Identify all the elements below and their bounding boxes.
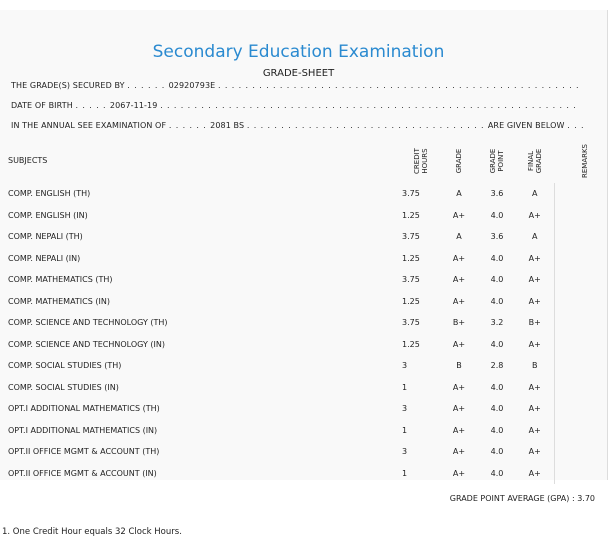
grade-cell: A+ bbox=[452, 468, 466, 478]
table-row bbox=[0, 269, 611, 291]
remarks-cell bbox=[554, 291, 611, 313]
header-final-grade: FINAL GRADE bbox=[527, 148, 543, 173]
subject-cell: COMP. NEPALI (IN) bbox=[8, 253, 81, 263]
grade-point-cell: 4.0 bbox=[490, 296, 504, 306]
remarks-cell bbox=[554, 377, 611, 399]
gpa-label: GRADE POINT AVERAGE (GPA) : bbox=[449, 494, 575, 503]
grade-cell: A bbox=[456, 232, 462, 242]
symbol-number: 02920793E bbox=[168, 81, 216, 90]
final-grade-cell: A+ bbox=[528, 447, 541, 457]
exam-line: IN THE ANNUAL SEE EXAMINATION OF . . . . . . 2081 BS . . . . . . . . . . . . . . . . . . . . . . . . . . . . . . . . . . . ARE GIVEN BELOW . . . bbox=[11, 121, 585, 130]
subject-cell: COMP. MATHEMATICS (TH) bbox=[8, 275, 113, 285]
final-grade-cell: B bbox=[532, 361, 538, 371]
grade-cell: B+ bbox=[452, 318, 466, 328]
grade-point-cell: 4.0 bbox=[490, 210, 504, 220]
final-grade-cell: A+ bbox=[528, 296, 541, 306]
subject-cell: COMP. NEPALI (TH) bbox=[8, 232, 83, 242]
remarks-cell bbox=[554, 441, 611, 463]
remarks-cell bbox=[554, 312, 611, 334]
grade-point-cell: 4.0 bbox=[490, 468, 504, 478]
table-row bbox=[0, 226, 611, 248]
grade-cell: A+ bbox=[452, 447, 466, 457]
grade-point-cell: 4.0 bbox=[490, 404, 504, 414]
credit-hours-cell: 3 bbox=[402, 361, 408, 371]
grade-point-cell: 3.2 bbox=[490, 318, 504, 328]
subject-cell: OPT.II OFFICE MGMT & ACCOUNT (TH) bbox=[8, 447, 160, 457]
secured-by-line: THE GRADE(S) SECURED BY . . . . . . 02920793E . . . . . . . . . . . . . . . . . . . . . . . . . . . . . . . . . . . . . . . . . . . . . . . . . . . . . bbox=[11, 81, 580, 90]
credit-hours-cell: 1 bbox=[402, 468, 408, 478]
grade-cell: B bbox=[456, 361, 462, 371]
subject-cell: OPT.II OFFICE MGMT & ACCOUNT (IN) bbox=[8, 468, 157, 478]
table-header-row bbox=[0, 138, 611, 183]
grade-cell: A+ bbox=[452, 404, 466, 414]
table-row bbox=[0, 377, 611, 399]
credit-hours-cell: 1.25 bbox=[402, 296, 420, 306]
sheet-subtitle: GRADE-SHEET bbox=[262, 68, 335, 79]
grades-table bbox=[0, 138, 611, 484]
remarks-cell bbox=[554, 205, 611, 227]
footnote: 1. One Credit Hour equals 32 Clock Hours. bbox=[2, 527, 182, 537]
credit-hours-cell: 1.25 bbox=[402, 339, 420, 349]
credit-hours-cell: 3.75 bbox=[402, 318, 420, 328]
dob-label: DATE OF BIRTH bbox=[11, 101, 73, 110]
grade-point-cell: 4.0 bbox=[490, 382, 504, 392]
credit-hours-cell: 1.25 bbox=[402, 253, 420, 263]
table-row bbox=[0, 441, 611, 463]
credit-hours-cell: 3 bbox=[402, 404, 408, 414]
credit-hours-cell: 1 bbox=[402, 382, 408, 392]
header-grade-point: GRADE POINT bbox=[489, 148, 505, 173]
table-row bbox=[0, 183, 611, 205]
remarks-cell bbox=[554, 183, 611, 205]
subject-cell: COMP. MATHEMATICS (IN) bbox=[8, 296, 110, 306]
grade-point-cell: 4.0 bbox=[490, 447, 504, 457]
credit-hours-cell: 1.25 bbox=[402, 210, 420, 220]
table-row bbox=[0, 420, 611, 442]
subject-cell: COMP. SCIENCE AND TECHNOLOGY (TH) bbox=[8, 318, 168, 328]
table-row bbox=[0, 248, 611, 270]
page-title: Secondary Education Examination bbox=[152, 42, 445, 62]
table-row bbox=[0, 463, 611, 485]
table-row bbox=[0, 205, 611, 227]
header-credit-hours: CREDIT HOURS bbox=[413, 147, 429, 174]
credit-hours-cell: 3.75 bbox=[402, 232, 420, 242]
final-grade-cell: B+ bbox=[528, 318, 541, 328]
header-remarks: REMARKS bbox=[580, 143, 589, 178]
remarks-cell bbox=[554, 226, 611, 248]
final-grade-cell: A+ bbox=[528, 468, 541, 478]
final-grade-cell: A+ bbox=[528, 275, 541, 285]
final-grade-cell: A+ bbox=[528, 253, 541, 263]
table-row bbox=[0, 355, 611, 377]
header-grade: GRADE bbox=[455, 148, 463, 173]
table-row bbox=[0, 398, 611, 420]
dob-line: DATE OF BIRTH . . . . . 2067-11-19 . . . . . . . . . . . . . . . . . . . . . . . . . . . . . . . . . . . . . . . . . . . . . . . . . . . . . . . . . . . . . bbox=[11, 101, 577, 110]
exam-year: 2081 BS bbox=[210, 121, 245, 130]
credit-hours-cell: 3 bbox=[402, 447, 408, 457]
remarks-cell bbox=[554, 398, 611, 420]
exam-suffix: ARE GIVEN BELOW bbox=[487, 121, 565, 130]
remarks-cell bbox=[554, 355, 611, 377]
table-row bbox=[0, 291, 611, 313]
subject-cell: COMP. ENGLISH (IN) bbox=[8, 210, 88, 220]
final-grade-cell: A+ bbox=[528, 339, 541, 349]
remarks-cell bbox=[554, 463, 611, 485]
grade-point-cell: 4.0 bbox=[490, 339, 504, 349]
subject-cell: OPT.I ADDITIONAL MATHEMATICS (TH) bbox=[8, 404, 160, 414]
gpa-value: 3.70 bbox=[577, 494, 595, 503]
grade-cell: A+ bbox=[452, 339, 466, 349]
credit-hours-cell: 1 bbox=[402, 425, 408, 435]
table-row bbox=[0, 312, 611, 334]
grade-point-cell: 4.0 bbox=[490, 275, 504, 285]
dob-value: 2067-11-19 bbox=[109, 101, 158, 110]
credit-hours-cell: 3.75 bbox=[402, 189, 420, 199]
grade-cell: A+ bbox=[452, 425, 466, 435]
final-grade-cell: A+ bbox=[528, 404, 541, 414]
subject-cell: COMP. SOCIAL STUDIES (IN) bbox=[8, 382, 119, 392]
final-grade-cell: A bbox=[532, 232, 538, 242]
grade-cell: A+ bbox=[452, 210, 466, 220]
final-grade-cell: A+ bbox=[528, 425, 541, 435]
subject-cell: OPT.I ADDITIONAL MATHEMATICS (IN) bbox=[8, 425, 158, 435]
secured-by-label: THE GRADE(S) SECURED BY bbox=[11, 81, 125, 90]
grade-cell: A bbox=[456, 189, 462, 199]
grade-cell: A+ bbox=[452, 382, 466, 392]
subject-cell: COMP. ENGLISH (TH) bbox=[8, 189, 91, 199]
remarks-cell bbox=[554, 420, 611, 442]
grade-cell: A+ bbox=[452, 275, 466, 285]
credit-hours-cell: 3.75 bbox=[402, 275, 420, 285]
final-grade-cell: A+ bbox=[528, 382, 541, 392]
final-grade-cell: A bbox=[532, 189, 538, 199]
grade-point-cell: 2.8 bbox=[490, 361, 504, 371]
final-grade-cell: A+ bbox=[528, 210, 541, 220]
gpa-summary bbox=[450, 494, 595, 503]
grade-point-cell: 4.0 bbox=[490, 425, 504, 435]
grade-cell: A+ bbox=[452, 253, 466, 263]
remarks-cell bbox=[554, 269, 611, 291]
remarks-cell bbox=[554, 334, 611, 356]
subject-cell: COMP. SOCIAL STUDIES (TH) bbox=[8, 361, 122, 371]
subject-cell: COMP. SCIENCE AND TECHNOLOGY (IN) bbox=[8, 339, 165, 349]
table-row bbox=[0, 334, 611, 356]
exam-label: IN THE ANNUAL SEE EXAMINATION OF bbox=[11, 121, 167, 130]
grade-point-cell: 3.6 bbox=[490, 189, 504, 199]
grade-cell: A+ bbox=[452, 296, 466, 306]
grade-point-cell: 3.6 bbox=[490, 232, 504, 242]
header-subjects: SUBJECTS bbox=[8, 156, 48, 165]
grade-point-cell: 4.0 bbox=[490, 253, 504, 263]
remarks-cell bbox=[554, 248, 611, 270]
